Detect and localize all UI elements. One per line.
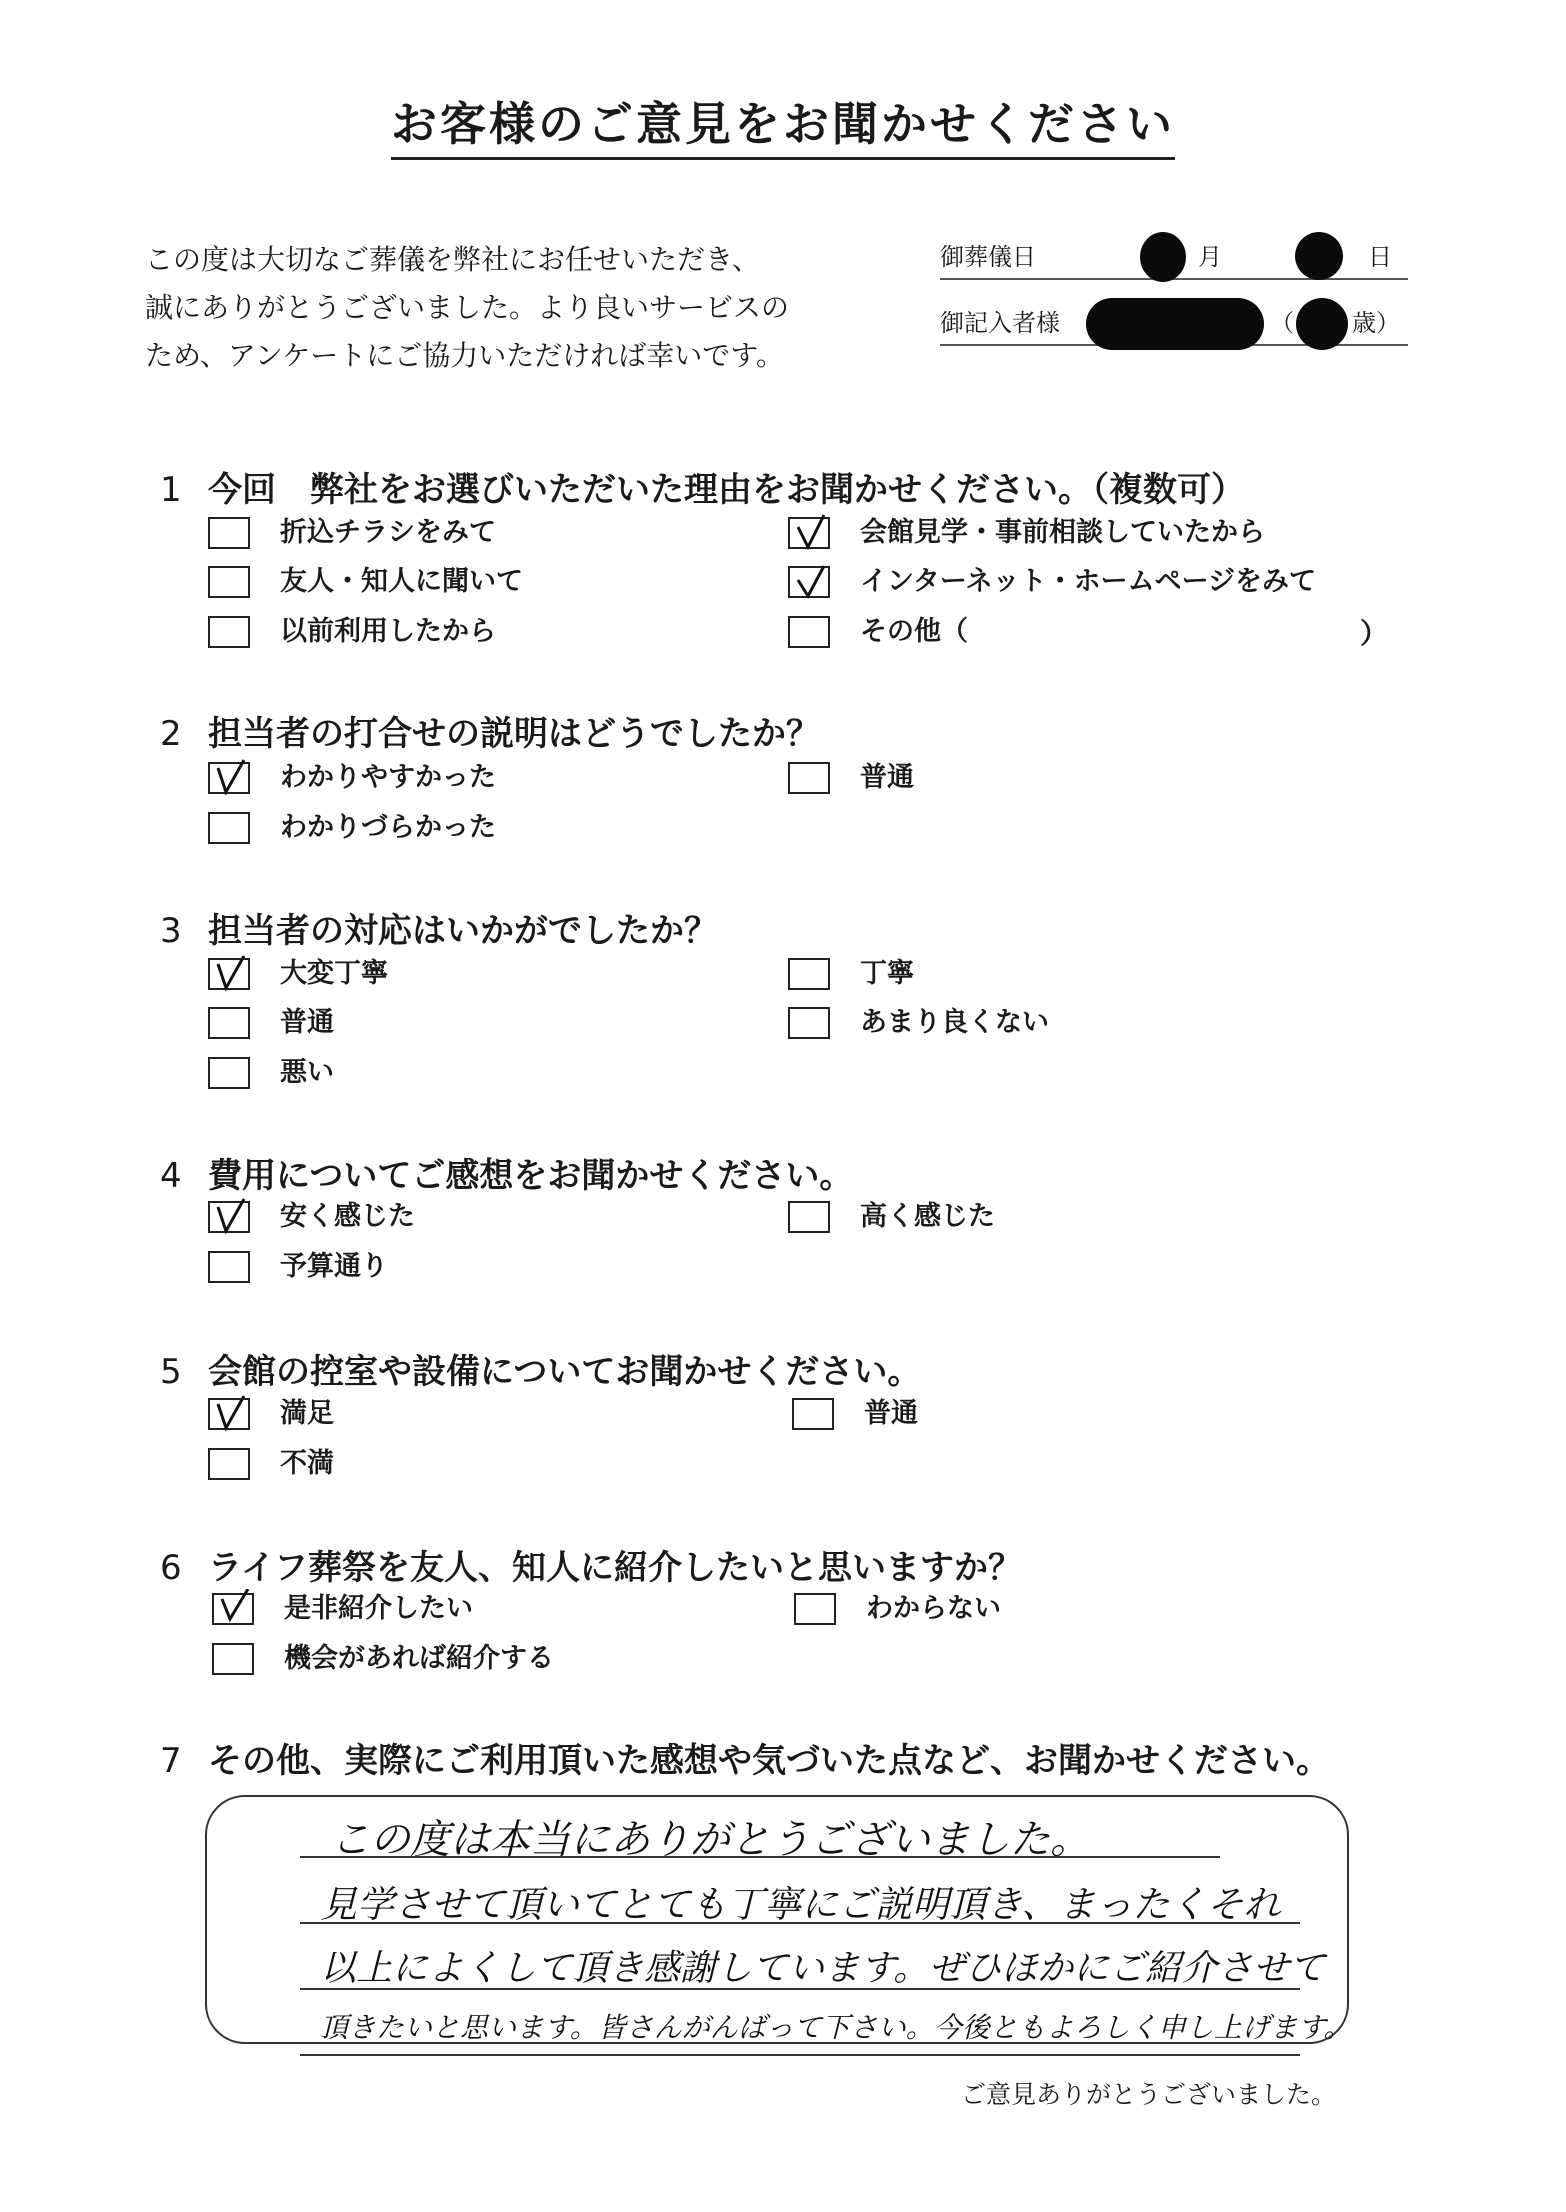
question-number: 5 [160,1352,182,1392]
check-mark-icon [218,1589,254,1629]
checkbox[interactable] [788,1007,830,1039]
checkbox[interactable] [208,1448,250,1480]
checkbox[interactable] [208,1251,250,1283]
option-label: 会館見学・事前相談していたから [860,517,1265,548]
redacted-day [1295,232,1343,280]
writer-row [940,302,1408,346]
redacted-month [1140,232,1186,282]
option-label: 普通 [860,762,914,793]
checkbox[interactable] [792,1398,834,1430]
checkbox[interactable] [208,1201,250,1233]
checkbox[interactable] [788,616,830,648]
intro-text [145,236,789,380]
other-close-paren: ） [1360,617,1389,650]
question-text: 費用についてご感想をお聞かせください。 [208,1156,854,1196]
question-text: 担当者の打合せの説明はどうでしたか？ [208,714,820,754]
question-number: 1 [160,470,182,510]
check-mark-icon [214,1197,250,1237]
question-4-title [160,1148,853,1197]
intro-line-2: 誠にありがとうございました。より良いサービスの [145,291,790,324]
option-label: わからない [866,1593,1001,1624]
checkbox[interactable] [212,1643,254,1675]
comment-line-4: 頂きたいと思います。皆さんがんばって下さい。今後ともよろしく申し上げます。 [320,2011,1352,2044]
checkbox[interactable] [208,812,250,844]
question-5-title [160,1344,921,1393]
question-text: ライフ葬祭を友人、知人に紹介したいと思いますか？ [208,1548,1022,1588]
question-1-title [160,462,1245,511]
age-paren-open: （ [1270,309,1294,337]
checkbox[interactable] [208,958,250,990]
funeral-date-row [940,236,1408,280]
month-unit: 月 [1198,243,1222,271]
day-unit: 日 [1368,243,1392,271]
option-label: 高く感じた [860,1201,995,1232]
question-text: 今回 弊社をお選びいただいた理由をお聞かせください。（複数可） [208,470,1245,510]
checkbox[interactable] [208,1057,250,1089]
question-2-title [160,706,820,755]
option-label: わかりづらかった [280,812,496,843]
option-label: わかりやすかった [280,762,496,793]
comment-line-2: 見学させて頂いてとても丁寧にご説明頂き、まったくそれ [320,1883,1281,1926]
checkbox[interactable] [212,1593,254,1625]
option-label: 普通 [864,1398,918,1429]
question-text: その他、実際にご利用頂いた感想や気づいた点など、お聞かせください。 [208,1741,1330,1781]
option-label: 安く感じた [280,1201,415,1232]
checkbox[interactable] [208,517,250,549]
option-label: 普通 [280,1007,334,1038]
comment-line-3: 以上によくして頂き感謝しています。ぜひほかにご紹介させて [320,1948,1326,1989]
option-label: その他（ [860,616,968,647]
option-label: 以前利用したから [280,616,496,647]
question-number: 4 [160,1156,182,1196]
question-number: 7 [160,1741,182,1781]
checkbox[interactable] [794,1593,836,1625]
question-text: 担当者の対応はいかがでしたか？ [208,911,718,951]
question-number: 2 [160,714,182,754]
question-6-title [160,1540,1022,1589]
question-3-title [160,903,718,952]
option-label: あまり良くない [860,1007,1049,1038]
checkbox[interactable] [208,1398,250,1430]
funeral-date-label: 御葬儀日 [940,243,1036,271]
option-label: 大変丁寧 [280,958,388,989]
checkbox[interactable] [788,517,830,549]
comment-line-1: この度は本当にありがとうございました。 [330,1817,1090,1863]
checkbox[interactable] [788,1201,830,1233]
checkbox[interactable] [788,958,830,990]
option-label: インターネット・ホームページをみて [860,566,1317,597]
redacted-name [1086,298,1264,350]
thanks-text: ご意見ありがとうございました。 [960,2080,1336,2109]
option-label: 不満 [280,1448,334,1479]
check-mark-icon [214,1394,250,1434]
check-mark-icon [794,513,830,553]
question-7-title [160,1733,1330,1782]
option-label: 悪い [280,1057,334,1088]
question-text: 会館の控室や設備についてお聞かせください。 [208,1352,922,1392]
intro-line-1: この度は大切なご葬儀を弊社にお任せいただき、 [145,243,760,276]
checkbox[interactable] [788,762,830,794]
option-label: 折込チラシをみて [280,517,496,548]
intro-line-3: ため、アンケートにご協力いただければ幸いです。 [145,339,784,372]
question-number: 6 [160,1548,182,1588]
option-label: 友人・知人に聞いて [280,566,523,597]
check-mark-icon [214,954,250,994]
rule-line [300,2054,1300,2056]
checkbox[interactable] [208,1007,250,1039]
check-mark-icon [214,758,250,798]
option-label: 是非紹介したい [284,1593,473,1624]
checkbox[interactable] [208,566,250,598]
option-label: 予算通り [280,1251,388,1282]
age-unit: 歳） [1352,309,1400,337]
question-number: 3 [160,911,182,951]
check-mark-icon [794,562,830,602]
checkbox[interactable] [788,566,830,598]
redacted-age [1296,298,1348,350]
option-label: 機会があれば紹介する [284,1643,554,1674]
option-label: 満足 [280,1398,334,1429]
checkbox[interactable] [208,616,250,648]
option-label: 丁寧 [860,958,914,989]
survey-title: お客様のご意見をお聞かせください [0,88,1566,154]
writer-label: 御記入者様 [940,309,1060,337]
checkbox[interactable] [208,762,250,794]
